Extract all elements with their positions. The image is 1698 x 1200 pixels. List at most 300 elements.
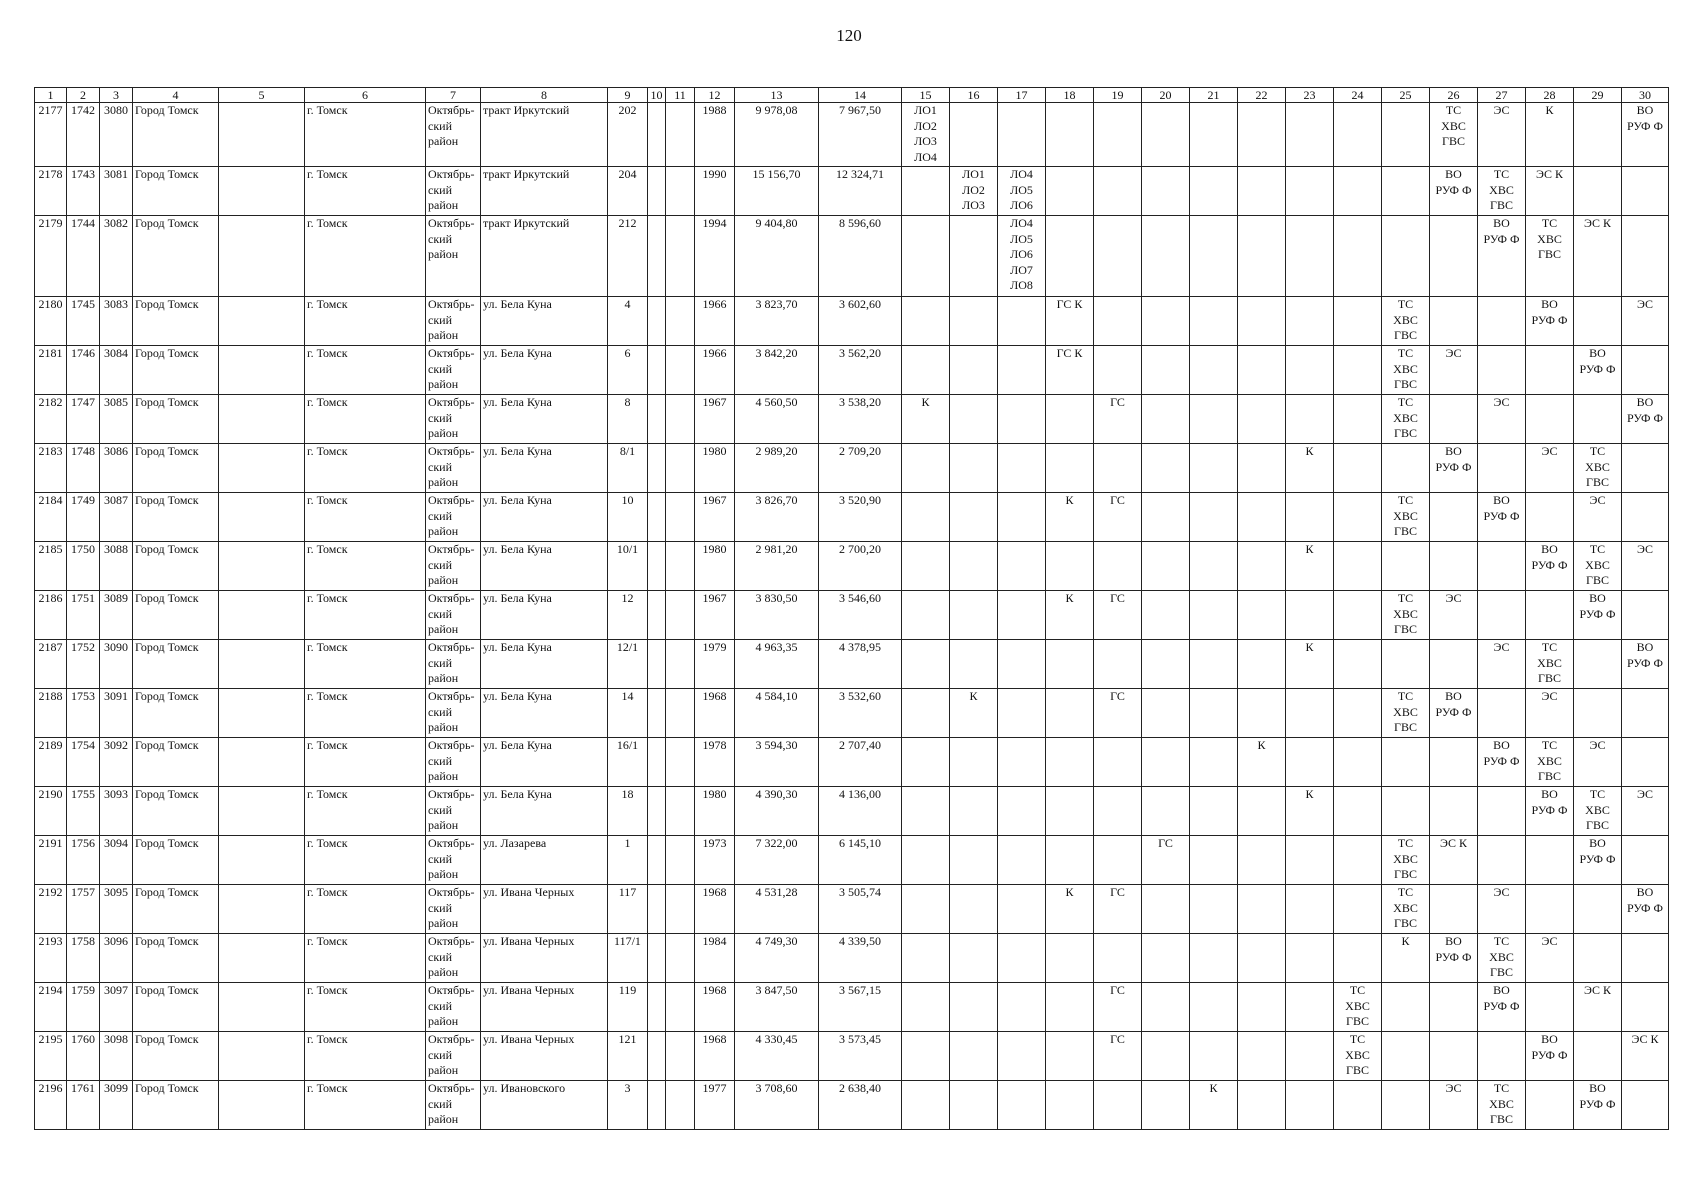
cell-col-29: ВО РУФ Ф	[1574, 591, 1622, 640]
cell-col-8: ул. Ивана Черных	[481, 1032, 608, 1081]
cell-col-28	[1526, 885, 1574, 934]
cell-col-30: ЭС	[1622, 297, 1669, 346]
cell-col-30: ВО РУФ Ф	[1622, 885, 1669, 934]
cell-col-5	[219, 934, 305, 983]
table-row	[35, 836, 1669, 885]
cell-col-12: 1968	[695, 689, 735, 738]
cell-col-23	[1286, 983, 1334, 1032]
cell-col-26	[1430, 885, 1478, 934]
cell-col-13: 3 594,30	[735, 738, 819, 787]
column-header-10: 10	[648, 88, 666, 103]
cell-col-25: ТС ХВС ГВС	[1382, 836, 1430, 885]
cell-col-8: ул. Ивана Черных	[481, 885, 608, 934]
cell-col-1: 2185	[35, 542, 67, 591]
cell-col-10	[648, 297, 666, 346]
column-header-13: 13	[735, 88, 819, 103]
cell-col-3: 3092	[100, 738, 133, 787]
cell-col-23	[1286, 591, 1334, 640]
cell-col-14: 3 562,20	[819, 346, 902, 395]
cell-col-26	[1430, 542, 1478, 591]
cell-col-12: 1967	[695, 591, 735, 640]
cell-col-10	[648, 591, 666, 640]
cell-col-12: 1967	[695, 493, 735, 542]
cell-col-26	[1430, 983, 1478, 1032]
cell-col-5	[219, 640, 305, 689]
cell-col-5	[219, 216, 305, 297]
column-header-25: 25	[1382, 88, 1430, 103]
cell-col-3: 3084	[100, 346, 133, 395]
cell-col-29	[1574, 103, 1622, 167]
cell-col-1: 2188	[35, 689, 67, 738]
cell-col-9: 12	[608, 591, 648, 640]
cell-col-22	[1238, 836, 1286, 885]
cell-col-28: ЭС	[1526, 934, 1574, 983]
cell-col-2: 1756	[67, 836, 100, 885]
cell-col-24	[1334, 216, 1382, 297]
cell-col-10	[648, 640, 666, 689]
cell-col-8: ул. Ивана Черных	[481, 983, 608, 1032]
cell-col-21	[1190, 297, 1238, 346]
cell-col-20	[1142, 983, 1190, 1032]
cell-col-3: 3090	[100, 640, 133, 689]
cell-col-23	[1286, 689, 1334, 738]
column-header-30: 30	[1622, 88, 1669, 103]
cell-col-12: 1968	[695, 885, 735, 934]
cell-col-29	[1574, 1032, 1622, 1081]
cell-col-26: ВО РУФ Ф	[1430, 167, 1478, 216]
cell-col-22	[1238, 787, 1286, 836]
cell-col-2: 1744	[67, 216, 100, 297]
cell-col-7: Октябрь- ский район	[426, 216, 481, 297]
cell-col-10	[648, 689, 666, 738]
cell-col-11	[666, 591, 695, 640]
cell-col-21	[1190, 591, 1238, 640]
cell-col-26	[1430, 787, 1478, 836]
cell-col-29: ТС ХВС ГВС	[1574, 444, 1622, 493]
cell-col-29: ТС ХВС ГВС	[1574, 542, 1622, 591]
cell-col-23	[1286, 493, 1334, 542]
cell-col-17: ЛО4 ЛО5 ЛО6 ЛО7 ЛО8	[998, 216, 1046, 297]
cell-col-29	[1574, 934, 1622, 983]
cell-col-21	[1190, 1032, 1238, 1081]
cell-col-2: 1754	[67, 738, 100, 787]
cell-col-17: ЛО4 ЛО5 ЛО6	[998, 167, 1046, 216]
cell-col-7: Октябрь- ский район	[426, 493, 481, 542]
cell-col-24	[1334, 167, 1382, 216]
cell-col-19: ГС	[1094, 689, 1142, 738]
cell-col-6: г. Томск	[305, 983, 426, 1032]
cell-col-16	[950, 444, 998, 493]
cell-col-17	[998, 836, 1046, 885]
cell-col-6: г. Томск	[305, 542, 426, 591]
cell-col-8: ул. Лазарева	[481, 836, 608, 885]
cell-col-6: г. Томск	[305, 167, 426, 216]
cell-col-26	[1430, 1032, 1478, 1081]
cell-col-3: 3096	[100, 934, 133, 983]
cell-col-24	[1334, 640, 1382, 689]
cell-col-9: 202	[608, 103, 648, 167]
cell-col-26	[1430, 395, 1478, 444]
cell-col-12: 1968	[695, 983, 735, 1032]
cell-col-21: К	[1190, 1081, 1238, 1130]
cell-col-14: 3 567,15	[819, 983, 902, 1032]
cell-col-17	[998, 983, 1046, 1032]
cell-col-23	[1286, 885, 1334, 934]
cell-col-18	[1046, 836, 1094, 885]
cell-col-19	[1094, 1081, 1142, 1130]
cell-col-27	[1478, 444, 1526, 493]
cell-col-11	[666, 346, 695, 395]
cell-col-16	[950, 934, 998, 983]
cell-col-30	[1622, 738, 1669, 787]
cell-col-28	[1526, 591, 1574, 640]
cell-col-6: г. Томск	[305, 591, 426, 640]
cell-col-22	[1238, 983, 1286, 1032]
table-row	[35, 689, 1669, 738]
cell-col-23	[1286, 167, 1334, 216]
cell-col-2: 1750	[67, 542, 100, 591]
cell-col-11	[666, 1032, 695, 1081]
cell-col-11	[666, 836, 695, 885]
cell-col-12: 1977	[695, 1081, 735, 1130]
cell-col-12: 1980	[695, 787, 735, 836]
cell-col-15	[902, 1032, 950, 1081]
cell-col-18	[1046, 787, 1094, 836]
cell-col-10	[648, 542, 666, 591]
cell-col-8: ул. Бела Куна	[481, 444, 608, 493]
column-header-4: 4	[133, 88, 219, 103]
cell-col-20	[1142, 493, 1190, 542]
cell-col-2: 1759	[67, 983, 100, 1032]
cell-col-25	[1382, 1032, 1430, 1081]
cell-col-10	[648, 836, 666, 885]
cell-col-9: 10	[608, 493, 648, 542]
cell-col-24	[1334, 934, 1382, 983]
cell-col-12: 1990	[695, 167, 735, 216]
table-row	[35, 934, 1669, 983]
cell-col-7: Октябрь- ский район	[426, 1081, 481, 1130]
cell-col-28: ТС ХВС ГВС	[1526, 216, 1574, 297]
column-number-header	[35, 88, 1669, 103]
column-header-26: 26	[1430, 88, 1478, 103]
cell-col-2: 1757	[67, 885, 100, 934]
cell-col-16	[950, 738, 998, 787]
cell-col-27: ЭС	[1478, 885, 1526, 934]
cell-col-7: Октябрь- ский район	[426, 444, 481, 493]
cell-col-2: 1753	[67, 689, 100, 738]
cell-col-18	[1046, 640, 1094, 689]
cell-col-3: 3086	[100, 444, 133, 493]
cell-col-26	[1430, 493, 1478, 542]
cell-col-27: ТС ХВС ГВС	[1478, 1081, 1526, 1130]
cell-col-22: К	[1238, 738, 1286, 787]
cell-col-30: ВО РУФ Ф	[1622, 103, 1669, 167]
table-row	[35, 493, 1669, 542]
cell-col-11	[666, 493, 695, 542]
cell-col-1: 2195	[35, 1032, 67, 1081]
cell-col-16	[950, 395, 998, 444]
column-header-20: 20	[1142, 88, 1190, 103]
cell-col-25	[1382, 738, 1430, 787]
column-header-6: 6	[305, 88, 426, 103]
cell-col-9: 117/1	[608, 934, 648, 983]
cell-col-15	[902, 444, 950, 493]
cell-col-29	[1574, 395, 1622, 444]
cell-col-6: г. Томск	[305, 395, 426, 444]
cell-col-14: 7 967,50	[819, 103, 902, 167]
column-header-5: 5	[219, 88, 305, 103]
cell-col-1: 2186	[35, 591, 67, 640]
cell-col-14: 4 378,95	[819, 640, 902, 689]
cell-col-5	[219, 346, 305, 395]
cell-col-17	[998, 1032, 1046, 1081]
cell-col-28	[1526, 836, 1574, 885]
cell-col-7: Октябрь- ский район	[426, 885, 481, 934]
cell-col-14: 3 505,74	[819, 885, 902, 934]
cell-col-28	[1526, 346, 1574, 395]
cell-col-13: 15 156,70	[735, 167, 819, 216]
cell-col-26: ЭС	[1430, 346, 1478, 395]
column-header-18: 18	[1046, 88, 1094, 103]
cell-col-21	[1190, 346, 1238, 395]
cell-col-15	[902, 591, 950, 640]
cell-col-3: 3087	[100, 493, 133, 542]
cell-col-17	[998, 1081, 1046, 1130]
cell-col-8: тракт Иркутский	[481, 167, 608, 216]
cell-col-20	[1142, 444, 1190, 493]
cell-col-30	[1622, 983, 1669, 1032]
cell-col-15	[902, 640, 950, 689]
cell-col-11	[666, 103, 695, 167]
cell-col-6: г. Томск	[305, 216, 426, 297]
cell-col-13: 3 708,60	[735, 1081, 819, 1130]
cell-col-27	[1478, 787, 1526, 836]
cell-col-25: ТС ХВС ГВС	[1382, 689, 1430, 738]
cell-col-20	[1142, 787, 1190, 836]
cell-col-21	[1190, 542, 1238, 591]
cell-col-13: 4 390,30	[735, 787, 819, 836]
cell-col-21	[1190, 395, 1238, 444]
column-header-22: 22	[1238, 88, 1286, 103]
cell-col-9: 204	[608, 167, 648, 216]
column-header-24: 24	[1334, 88, 1382, 103]
cell-col-28: ВО РУФ Ф	[1526, 297, 1574, 346]
cell-col-9: 212	[608, 216, 648, 297]
cell-col-3: 3089	[100, 591, 133, 640]
cell-col-23: К	[1286, 444, 1334, 493]
table-row	[35, 167, 1669, 216]
cell-col-16	[950, 1081, 998, 1130]
cell-col-16	[950, 591, 998, 640]
cell-col-11	[666, 738, 695, 787]
cell-col-15	[902, 983, 950, 1032]
cell-col-16	[950, 297, 998, 346]
cell-col-12: 1967	[695, 395, 735, 444]
cell-col-24	[1334, 542, 1382, 591]
cell-col-18	[1046, 444, 1094, 493]
cell-col-28	[1526, 493, 1574, 542]
table-row	[35, 346, 1669, 395]
cell-col-23	[1286, 1081, 1334, 1130]
cell-col-16: К	[950, 689, 998, 738]
cell-col-19	[1094, 640, 1142, 689]
cell-col-3: 3095	[100, 885, 133, 934]
cell-col-14: 4 339,50	[819, 934, 902, 983]
cell-col-20	[1142, 885, 1190, 934]
cell-col-21	[1190, 493, 1238, 542]
cell-col-21	[1190, 216, 1238, 297]
column-header-14: 14	[819, 88, 902, 103]
cell-col-22	[1238, 346, 1286, 395]
cell-col-20	[1142, 1032, 1190, 1081]
cell-col-10	[648, 216, 666, 297]
cell-col-8: ул. Бела Куна	[481, 346, 608, 395]
cell-col-25	[1382, 444, 1430, 493]
cell-col-21	[1190, 885, 1238, 934]
cell-col-9: 1	[608, 836, 648, 885]
cell-col-25	[1382, 103, 1430, 167]
cell-col-2: 1743	[67, 167, 100, 216]
table-row	[35, 885, 1669, 934]
cell-col-1: 2193	[35, 934, 67, 983]
cell-col-25	[1382, 983, 1430, 1032]
cell-col-5	[219, 167, 305, 216]
cell-col-19	[1094, 216, 1142, 297]
cell-col-23	[1286, 103, 1334, 167]
cell-col-4: Город Томск	[133, 216, 219, 297]
cell-col-11	[666, 983, 695, 1032]
cell-col-7: Октябрь- ский район	[426, 934, 481, 983]
table-row	[35, 591, 1669, 640]
column-header-17: 17	[998, 88, 1046, 103]
cell-col-30	[1622, 216, 1669, 297]
cell-col-13: 4 749,30	[735, 934, 819, 983]
cell-col-17	[998, 591, 1046, 640]
cell-col-7: Октябрь- ский район	[426, 591, 481, 640]
column-header-21: 21	[1190, 88, 1238, 103]
cell-col-24: ТС ХВС ГВС	[1334, 983, 1382, 1032]
cell-col-28: ЭС	[1526, 444, 1574, 493]
cell-col-24	[1334, 836, 1382, 885]
cell-col-22	[1238, 640, 1286, 689]
cell-col-12: 1980	[695, 542, 735, 591]
cell-col-27	[1478, 591, 1526, 640]
cell-col-9: 3	[608, 1081, 648, 1130]
page-number: 120	[836, 26, 862, 45]
cell-col-2: 1748	[67, 444, 100, 493]
cell-col-5	[219, 493, 305, 542]
cell-col-24	[1334, 103, 1382, 167]
cell-col-17	[998, 934, 1046, 983]
cell-col-22	[1238, 167, 1286, 216]
cell-col-8: ул. Бела Куна	[481, 787, 608, 836]
cell-col-6: г. Томск	[305, 444, 426, 493]
cell-col-14: 4 136,00	[819, 787, 902, 836]
cell-col-23	[1286, 297, 1334, 346]
cell-col-29: ВО РУФ Ф	[1574, 836, 1622, 885]
cell-col-5	[219, 297, 305, 346]
cell-col-12: 1994	[695, 216, 735, 297]
cell-col-17	[998, 738, 1046, 787]
cell-col-10	[648, 787, 666, 836]
cell-col-29: ЭС	[1574, 738, 1622, 787]
cell-col-18	[1046, 1081, 1094, 1130]
housing-register-table	[34, 87, 1669, 1130]
cell-col-6: г. Томск	[305, 493, 426, 542]
cell-col-28: К	[1526, 103, 1574, 167]
cell-col-11	[666, 787, 695, 836]
cell-col-27: ЭС	[1478, 395, 1526, 444]
cell-col-24	[1334, 493, 1382, 542]
cell-col-26	[1430, 297, 1478, 346]
cell-col-8: тракт Иркутский	[481, 216, 608, 297]
cell-col-22	[1238, 444, 1286, 493]
cell-col-20: ГС	[1142, 836, 1190, 885]
cell-col-1: 2179	[35, 216, 67, 297]
cell-col-1: 2196	[35, 1081, 67, 1130]
cell-col-29	[1574, 640, 1622, 689]
cell-col-24: ТС ХВС ГВС	[1334, 1032, 1382, 1081]
cell-col-7: Октябрь- ский район	[426, 836, 481, 885]
cell-col-15	[902, 934, 950, 983]
cell-col-19	[1094, 167, 1142, 216]
cell-col-24	[1334, 444, 1382, 493]
cell-col-12: 1966	[695, 346, 735, 395]
column-header-2: 2	[67, 88, 100, 103]
cell-col-13: 7 322,00	[735, 836, 819, 885]
cell-col-22	[1238, 103, 1286, 167]
cell-col-8: ул. Бела Куна	[481, 591, 608, 640]
cell-col-21	[1190, 787, 1238, 836]
cell-col-3: 3098	[100, 1032, 133, 1081]
column-header-16: 16	[950, 88, 998, 103]
cell-col-17	[998, 395, 1046, 444]
cell-col-30	[1622, 836, 1669, 885]
cell-col-18	[1046, 983, 1094, 1032]
column-header-1: 1	[35, 88, 67, 103]
cell-col-4: Город Томск	[133, 787, 219, 836]
cell-col-12: 1984	[695, 934, 735, 983]
cell-col-27: ТС ХВС ГВС	[1478, 934, 1526, 983]
cell-col-15	[902, 297, 950, 346]
cell-col-1: 2192	[35, 885, 67, 934]
cell-col-22	[1238, 297, 1286, 346]
cell-col-27	[1478, 836, 1526, 885]
cell-col-14: 2 638,40	[819, 1081, 902, 1130]
cell-col-10	[648, 395, 666, 444]
cell-col-28: ЭС К	[1526, 167, 1574, 216]
cell-col-9: 117	[608, 885, 648, 934]
cell-col-25: К	[1382, 934, 1430, 983]
cell-col-3: 3093	[100, 787, 133, 836]
cell-col-1: 2181	[35, 346, 67, 395]
cell-col-26: ЭС	[1430, 1081, 1478, 1130]
cell-col-29: ЭС К	[1574, 216, 1622, 297]
cell-col-9: 18	[608, 787, 648, 836]
column-header-29: 29	[1574, 88, 1622, 103]
cell-col-19: ГС	[1094, 591, 1142, 640]
cell-col-24	[1334, 885, 1382, 934]
cell-col-7: Октябрь- ский район	[426, 640, 481, 689]
cell-col-28: ЭС	[1526, 689, 1574, 738]
column-header-7: 7	[426, 88, 481, 103]
cell-col-27: ЭС	[1478, 640, 1526, 689]
cell-col-16	[950, 1032, 998, 1081]
cell-col-19	[1094, 346, 1142, 395]
cell-col-18	[1046, 395, 1094, 444]
cell-col-27: ВО РУФ Ф	[1478, 738, 1526, 787]
cell-col-6: г. Томск	[305, 1081, 426, 1130]
